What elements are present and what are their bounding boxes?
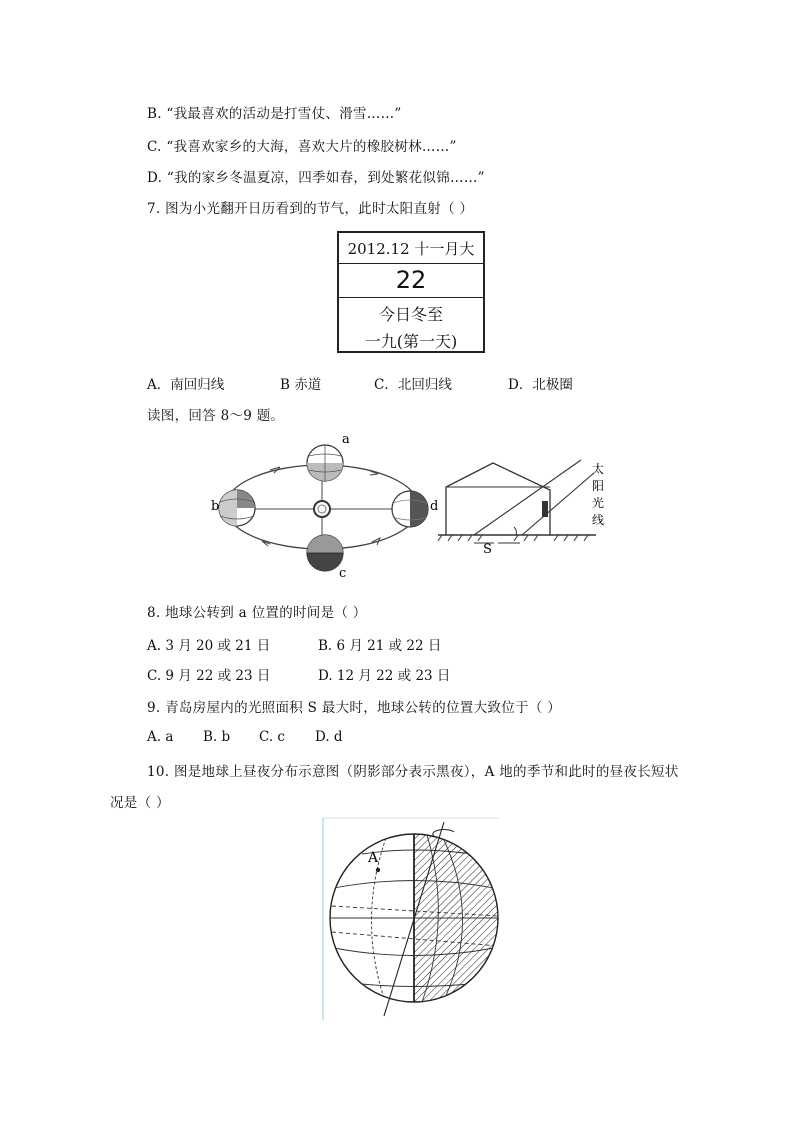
q8-option-c: C. 9 月 22 或 23 日 — [147, 668, 271, 684]
calendar-header: 2012.12 十一月大 — [347, 240, 475, 258]
globe-c — [307, 535, 343, 571]
sun-label-4: 线 — [592, 513, 605, 527]
q9-option-c: C. c — [259, 729, 285, 745]
sun-label-2: 阳 — [592, 479, 605, 493]
globe-figure — [322, 818, 500, 1020]
label-a: a — [342, 432, 350, 447]
q7-stem: 7. 图为小光翻开日历看到的节气，此时太阳直射（ ） — [147, 201, 474, 217]
calendar-image — [337, 231, 485, 353]
q8-option-d: D. 12 月 22 或 23 日 — [318, 668, 451, 684]
q7-option-b: B 赤道 — [280, 377, 322, 393]
sun-label-1: 太 — [592, 462, 605, 476]
calendar-term: 今日冬至 — [378, 305, 443, 324]
house-figure — [438, 455, 613, 555]
calendar-note: 一九(第一天) — [364, 332, 458, 351]
option-d-prev: D. “我的家乡冬温夏凉，四季如春，到处繁花似锦……” — [147, 170, 485, 186]
q8-stem: 8. 地球公转到 a 位置的时间是（ ） — [147, 605, 367, 621]
q8-option-b: B. 6 月 21 或 22 日 — [318, 638, 442, 654]
label-b: b — [211, 499, 220, 514]
read-note: 读图，回答 8～9 题。 — [147, 408, 285, 424]
globe-a — [307, 445, 343, 481]
globe-d — [392, 491, 428, 527]
globe-b — [219, 490, 255, 526]
sun-label-3: 光 — [592, 496, 605, 510]
label-d: d — [430, 499, 439, 514]
q9-option-b: B. b — [203, 729, 231, 745]
calendar-day: 22 — [395, 266, 427, 294]
q9-stem: 9. 青岛房屋内的光照面积 S 最大时，地球公转的位置大致位于（ ） — [147, 700, 561, 716]
q9-option-a: A. a — [147, 729, 174, 745]
q8-option-a: A. 3 月 20 或 21 日 — [147, 638, 271, 654]
option-c-prev: C. “我喜欢家乡的大海，喜欢大片的橡胶树林……” — [147, 139, 457, 155]
globe-label-a: A — [368, 850, 379, 866]
q7-option-d: D．北极圈 — [508, 377, 573, 393]
label-s: S — [483, 542, 492, 557]
q10-stem-line1: 10. 图是地球上昼夜分布示意图（阴影部分表示黑夜），A 地的季节和此时的昼夜长短状 — [147, 764, 679, 780]
option-b-prev: B. “我最喜欢的活动是打雪仗、滑雪……” — [147, 106, 402, 122]
orbit-figure — [200, 430, 440, 580]
q10-stem-line2: 况是（ ） — [110, 795, 170, 811]
q7-option-a: A．南回归线 — [147, 377, 225, 393]
q9-option-d: D. d — [315, 729, 343, 745]
q7-option-c: C．北回归线 — [374, 377, 452, 393]
label-c: c — [339, 566, 347, 581]
